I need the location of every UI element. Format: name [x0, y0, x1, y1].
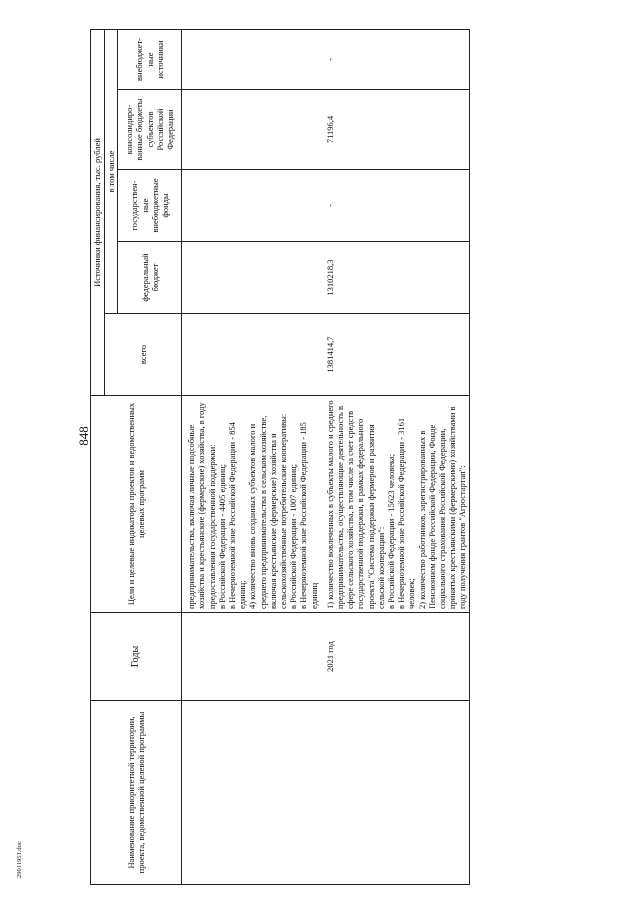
header-years: Годы: [91, 613, 182, 701]
goal-paragraph: 1) количество вовлеченных в субъекты малого и среднего предпринимательства, осуществляющие деятельность в сфере сельского хозяйства, в том числе за счет средств государственной поддержки, в рамках федерального проекта "Система поддержки фермеров и развития сельской кооперации":: [324, 400, 386, 609]
cell-name-empty: [182, 701, 324, 885]
goal-paragraph: предпринимательства, включая личные подсобные хозяйства и крестьянские (фермерские) хозяйства, в году предоставления государственной поддержки:: [186, 402, 217, 609]
cell-year: 2021 год: [324, 613, 469, 701]
header-federal: федеральный бюджет: [118, 242, 182, 314]
cell-extra-empty: [182, 29, 324, 89]
cell-consolidated-empty: [182, 90, 324, 170]
cell-year-empty: [182, 613, 324, 701]
header-consolidated: консолидиро- ванные бюджеты субъектов Российской Федерации: [118, 90, 182, 170]
header-state-offbudget: государствен- ные внебюджетные фонды: [118, 170, 182, 242]
goal-paragraph: в Российской Федерации - 4405 единиц;: [216, 463, 227, 609]
cell-goals-2021: [324, 396, 469, 613]
header-including: в том числе: [105, 29, 118, 313]
page-number: 848: [76, 426, 91, 446]
cell-extra-budget: -: [324, 29, 469, 89]
header-total: всего: [105, 314, 182, 396]
header-name: Наименование приоритетной территории, проекта, ведомственной целевой программы: [91, 701, 182, 885]
cell-federal: 1310218,3: [324, 242, 469, 314]
cell-total: 1381414,7: [324, 314, 469, 396]
financing-table-rotated: [90, 30, 605, 885]
document-code: 29011951.doc: [16, 841, 23, 878]
financing-table: [90, 29, 470, 885]
goal-paragraph: в Российской Федерации - 1007 единиц;: [288, 463, 299, 609]
cell-offbudget-empty: [182, 170, 324, 242]
header-goals: Цели и целевые индикаторы проектов и ведомственных целевых программ: [91, 396, 182, 613]
goal-paragraph: в Нечерноземной зоне Российской Федерации - 854 единиц;: [227, 422, 248, 609]
cell-federal-empty: [182, 242, 324, 314]
goal-paragraph: в Нечерноземной зоне Российской Федерации - 185 единиц: [298, 422, 319, 609]
table-row-continuation: [182, 29, 324, 884]
header-extra-budget: внебюджет- ные источники: [118, 29, 182, 89]
cell-total-empty: [182, 314, 324, 396]
cell-name-empty: [324, 701, 469, 885]
cell-goals-continuation: [182, 396, 324, 613]
goal-paragraph: в Нечерноземной зоне Российской Федерации - 3161 человек;: [396, 417, 417, 609]
goal-paragraph: в Российской Федерации - 15623 человека;: [386, 453, 397, 609]
goal-paragraph: 4) количество вновь созданных субъектов малого и среднего предпринимательства в сельском хозяйстве, включая крестьянские (фермерские) хозяйства и сельскохозяйственные потребительские кооперативы:: [247, 413, 289, 609]
cell-state-offbudget: -: [324, 170, 469, 242]
goal-paragraph: 2) количество работников, зарегистрированных в Пенсионном фонде Российской Федерации, Фонде социального страхования Российской Федерации, принятых крестьянскими (фермерскими) хозяйствами в году получения грантов "Агростартап":: [416, 406, 468, 609]
table-row-2021: [324, 29, 469, 884]
header-sources: Источники финансирования, тыс. рублей: [91, 29, 105, 395]
cell-consolidated: 71196,4: [324, 90, 469, 170]
